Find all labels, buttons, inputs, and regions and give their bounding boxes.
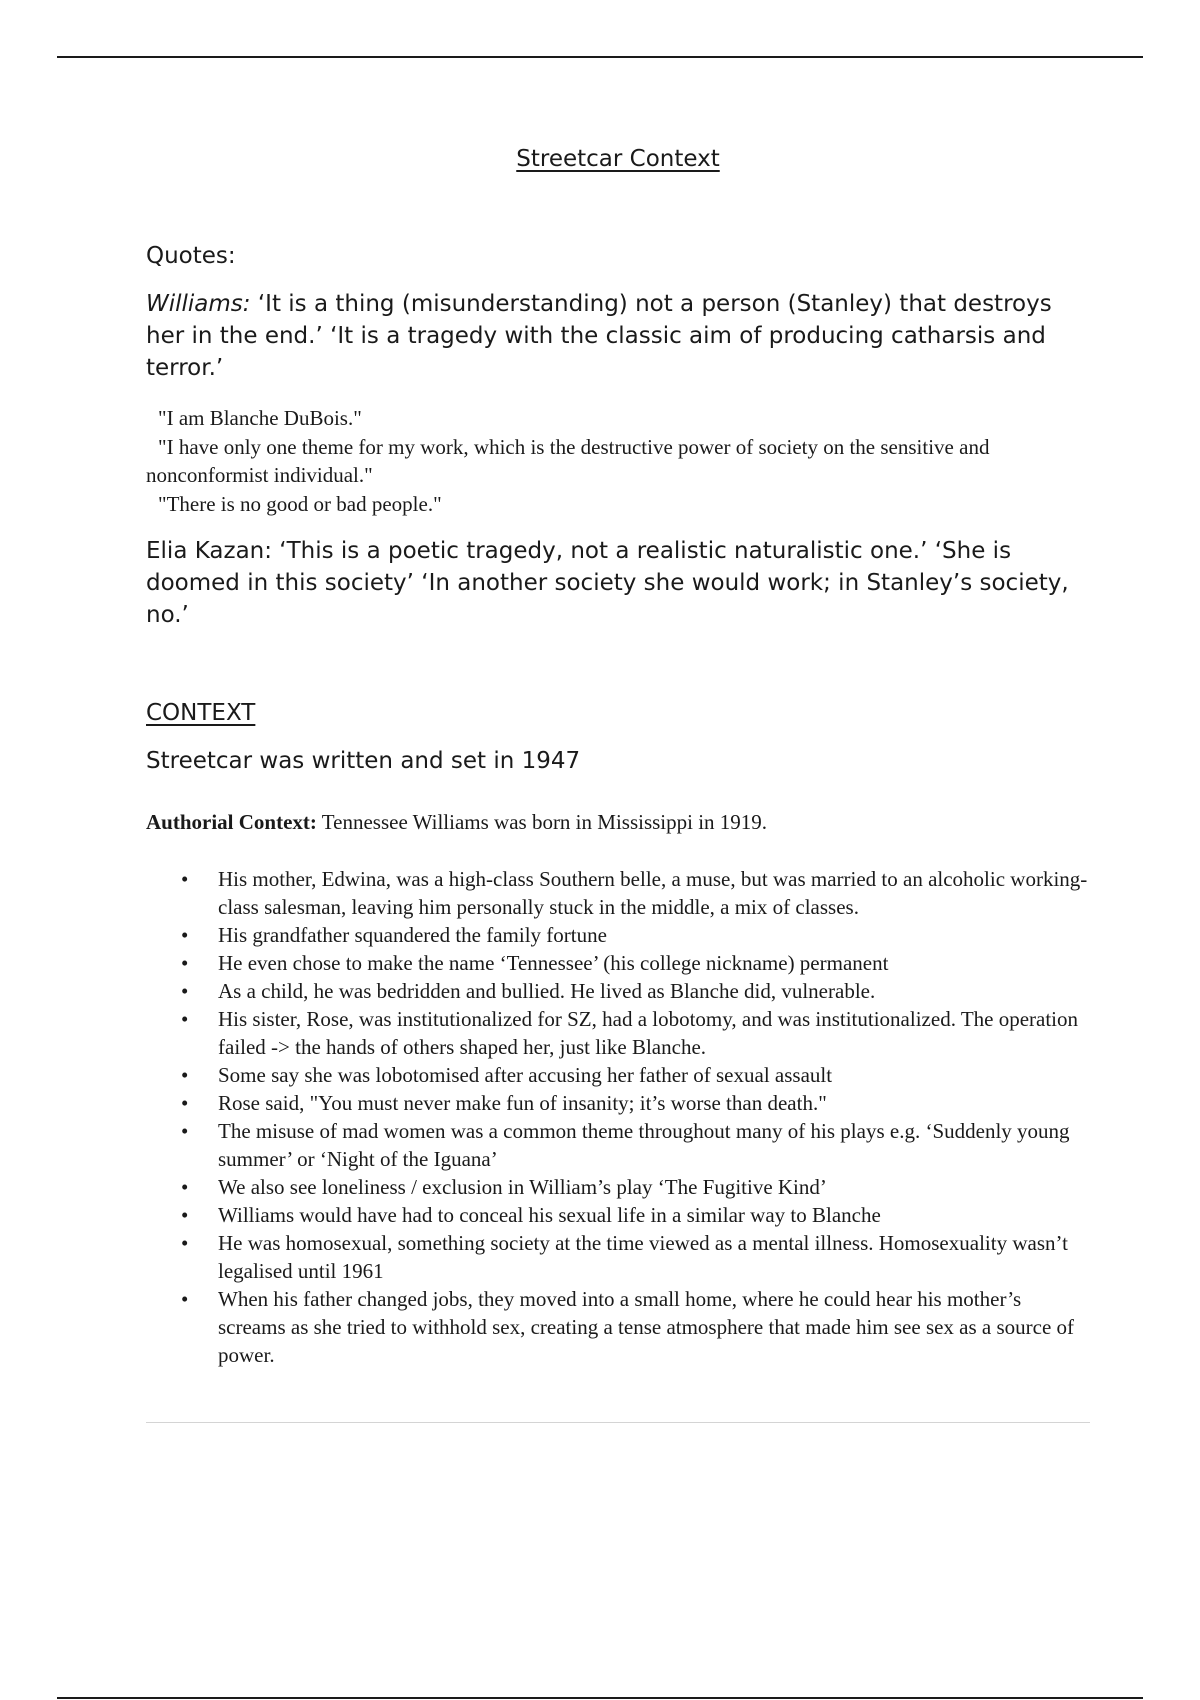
list-item-text: We also see loneliness / exclusion in William’s play ‘The Fugitive Kind’ xyxy=(218,1175,827,1199)
list-item-text: His mother, Edwina, was a high-class Southern belle, a muse, but was married to an alcoholic working-class salesman, leaving him personally stuck in the middle, a mix of classes. xyxy=(218,867,1088,919)
list-item-text: The misuse of mad women was a common theme throughout many of his plays e.g. ‘Suddenly young summer’ or ‘Night of the Iguana’ xyxy=(218,1119,1070,1171)
list-item xyxy=(146,921,1090,949)
bullet-icon: • xyxy=(181,1231,189,1255)
list-item-text: His grandfather squandered the family fortune xyxy=(218,923,607,947)
list-item xyxy=(146,865,1090,921)
context-heading xyxy=(146,698,255,728)
bullet-icon: • xyxy=(181,1175,189,1199)
bullet-icon: • xyxy=(181,923,189,947)
list-item-text: His sister, Rose, was institutionalized for SZ, had a lobotomy, and was institutionalized. The operation failed -> the hands of others shaped her, just like Blanche. xyxy=(218,1007,1079,1059)
authorial-context-label: Authorial Context: xyxy=(146,810,317,834)
bullet-icon: • xyxy=(181,1007,189,1031)
list-item-text: Williams would have had to conceal his sexual life in a similar way to Blanche xyxy=(218,1203,881,1227)
quotes-label: Quotes: xyxy=(146,243,236,269)
bullet-icon: • xyxy=(181,1287,189,1311)
list-item xyxy=(146,949,1090,977)
context-heading-text: CONTEXT xyxy=(146,700,256,726)
williams-quote xyxy=(146,288,1076,384)
tennessee-williams-quotes xyxy=(146,404,1090,518)
list-item xyxy=(146,1117,1090,1173)
authorial-context-text: Tennessee Williams was born in Mississippi in 1919. xyxy=(316,810,768,834)
page-top-rule xyxy=(57,56,1143,58)
list-item-text: As a child, he was bedridden and bullied. He lived as Blanche did, vulnerable. xyxy=(218,979,876,1003)
list-item xyxy=(146,1201,1090,1229)
list-item-text: He even chose to make the name ‘Tennessee’ (his college nickname) permanent xyxy=(218,951,889,975)
document-title-text: Streetcar Context xyxy=(516,146,720,172)
bullet-icon: • xyxy=(181,1091,189,1115)
list-item xyxy=(146,1061,1090,1089)
kazan-quote: Elia Kazan: ‘This is a poetic tragedy, not a realistic naturalistic one.’ ‘She is doomed in this society’ ‘In another society she would work; in Stanley’s society, no.’ xyxy=(146,538,1069,628)
list-item xyxy=(146,977,1090,1005)
bullet-icon: • xyxy=(181,1063,189,1087)
bullet-icon: • xyxy=(181,1203,189,1227)
bullet-icon: • xyxy=(181,979,189,1003)
section-divider xyxy=(146,1422,1090,1423)
list-item xyxy=(146,1229,1090,1285)
written-date-line: Streetcar was written and set in 1947 xyxy=(146,748,581,774)
list-item xyxy=(146,1173,1090,1201)
williams-quote-text: ‘It is a thing (misunderstanding) not a person (Stanley) that destroys her in the end.’ ‘It is a tragedy with the classic aim of producing catharsis and terror.’ xyxy=(146,291,1052,381)
tw-quote-1: "I am Blanche DuBois." xyxy=(158,406,362,430)
list-item xyxy=(146,1005,1090,1061)
bullet-icon: • xyxy=(181,867,189,891)
authorial-bullet-list xyxy=(146,865,1090,1369)
bullet-icon: • xyxy=(181,951,189,975)
tw-quote-2: "I have only one theme for my work, which is the destructive power of society on the sensitive and nonconformist individual." xyxy=(146,434,990,487)
document-title xyxy=(146,144,1090,174)
williams-speaker: Williams: xyxy=(146,291,251,317)
tw-quote-3: "There is no good or bad people." xyxy=(158,491,442,516)
list-item-text: Some say she was lobotomised after accusing her father of sexual assault xyxy=(218,1063,833,1087)
list-item-text: He was homosexual, something society at the time viewed as a mental illness. Homosexuality wasn’t legalised until 1961 xyxy=(218,1231,1068,1283)
page-bottom-rule xyxy=(57,1697,1143,1699)
list-item-text: Rose said, "You must never make fun of insanity; it’s worse than death." xyxy=(218,1091,827,1115)
list-item-text: When his father changed jobs, they moved into a small home, where he could hear his mother’s screams as she tried to withhold sex, creating a tense atmosphere that made him see sex as a source of power. xyxy=(218,1287,1075,1367)
list-item xyxy=(146,1285,1090,1369)
list-item xyxy=(146,1089,1090,1117)
authorial-context xyxy=(146,808,767,836)
bullet-icon: • xyxy=(181,1119,189,1143)
